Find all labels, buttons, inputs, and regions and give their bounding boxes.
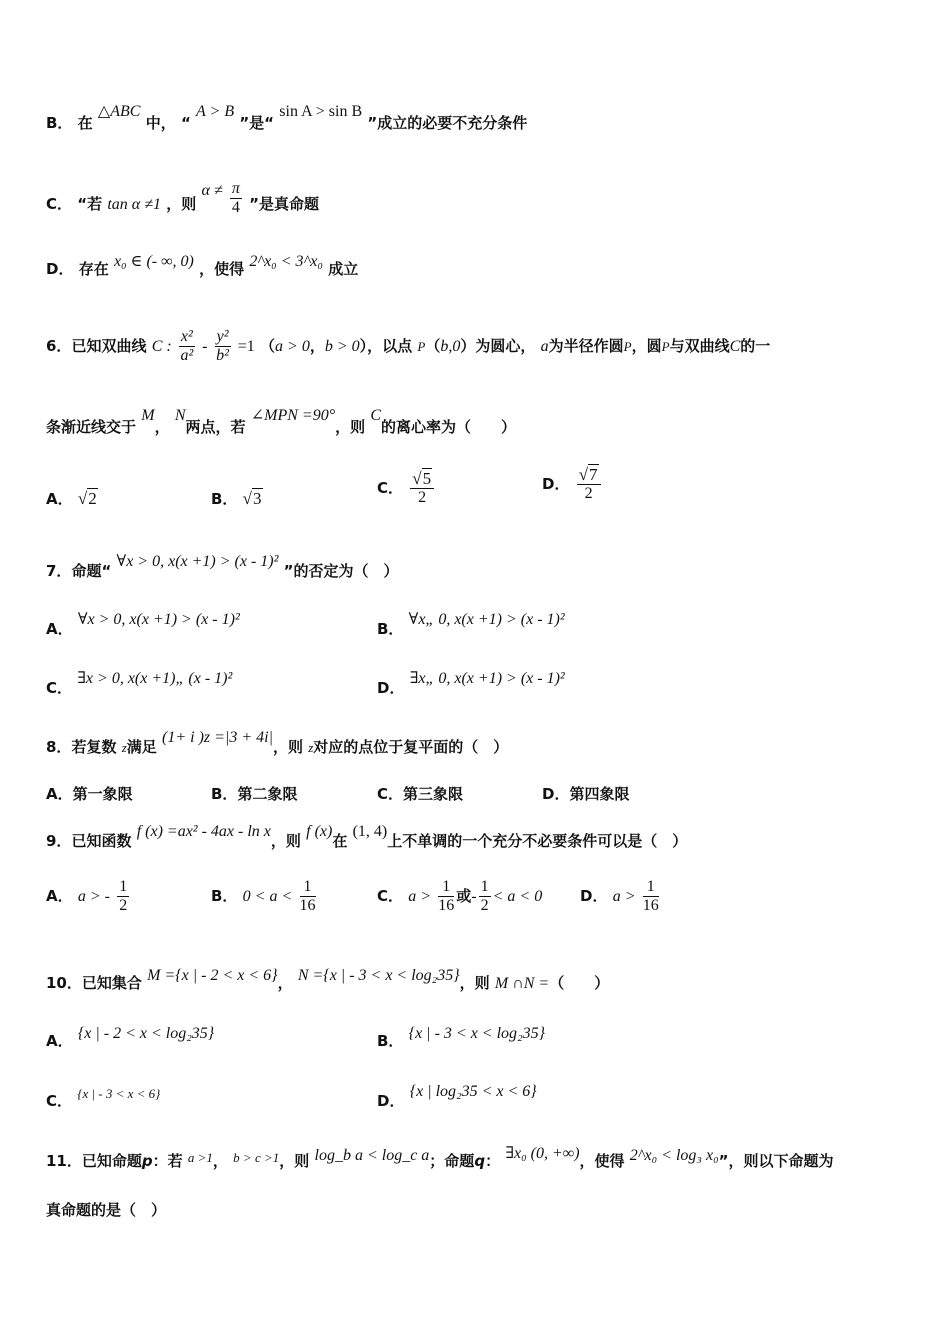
text: ”是真命题 (249, 195, 319, 213)
text: 与双曲线 (669, 337, 730, 355)
math-expr: z (121, 740, 127, 755)
text: ，则 (335, 418, 366, 436)
numerator: x² (180, 328, 193, 345)
text: ，则 (279, 1152, 310, 1170)
math-expr: b > c >1 (233, 1150, 280, 1165)
text: 若复数 (71, 738, 117, 756)
option-text: 第四象限 (569, 785, 630, 803)
radicand: 7 (589, 465, 598, 484)
text: ： (485, 1152, 501, 1170)
denominator: 2 (584, 485, 593, 502)
text: ，则 (459, 974, 490, 992)
option-label: C． (377, 479, 404, 497)
option-b-row (46, 103, 910, 133)
text: 真命题的是（ ） (46, 1201, 167, 1219)
text: ”是“ (239, 114, 275, 132)
option-label: D． (580, 887, 608, 905)
text: ；命题 (429, 1152, 475, 1170)
q10-option-d[interactable] (377, 1080, 537, 1110)
text: 的离心率为（ ） (381, 418, 517, 436)
option-text: 第二象限 (237, 785, 298, 803)
q6-option-c[interactable] (377, 470, 436, 507)
question-10 (46, 967, 910, 993)
q7-option-c[interactable] (46, 667, 233, 697)
option-label: D． (377, 1092, 405, 1110)
text: “ (180, 114, 191, 132)
math-expr: f (x) (306, 823, 333, 840)
option-text: 第三象限 (403, 785, 464, 803)
text: 或 (456, 887, 472, 905)
text: ”的否定为（ ） (283, 562, 399, 580)
text: ：若 (152, 1152, 183, 1170)
numerator: √5 (410, 470, 434, 489)
text: ， (154, 418, 170, 436)
text: 中， (145, 114, 176, 132)
denominator: 16 (642, 897, 659, 914)
math-expr: C (729, 338, 741, 355)
text: 已知函数 (71, 832, 132, 850)
numerator: √7 (577, 466, 601, 485)
option-label: C． (46, 195, 73, 213)
text: 两点，若 (185, 418, 246, 436)
option-label: B． (211, 785, 238, 803)
math-expr: {x | - 3 < x < 6} (77, 1086, 161, 1101)
text: 成立 (328, 260, 359, 278)
question-number: 7． (46, 562, 72, 580)
q10-option-c[interactable] (46, 1082, 161, 1110)
proposition-label: q (474, 1152, 486, 1170)
question-9 (46, 823, 910, 851)
math-expr: α ≠ (201, 182, 223, 199)
option-label: B． (211, 887, 238, 905)
math-expr: M (141, 407, 155, 424)
option-d-row (46, 253, 910, 279)
math-expr: x₀ ∈ (- ∞, 0) (113, 253, 194, 270)
numerator: 1 (119, 878, 128, 895)
math-expr: ∀x„ 0, x(x +1) > (x - 1)² (408, 611, 565, 628)
math-expr: sin A > sin B (279, 103, 363, 120)
math-expr: N (174, 407, 186, 424)
denominator: 2 (418, 489, 427, 506)
math-expr: ∠MPN =90° (250, 407, 336, 424)
option-label: C． (46, 679, 73, 697)
text: 存在 (78, 260, 109, 278)
radicand: 3 (253, 489, 262, 508)
option-label: C． (46, 1092, 73, 1110)
radicand: 2 (88, 489, 97, 508)
fraction (300, 878, 316, 915)
q7-option-b[interactable] (377, 608, 565, 638)
math-expr: f (x) =ax² - 4ax - ln x (136, 823, 271, 840)
math-expr: A > B (196, 103, 235, 120)
option-label: B． (377, 620, 404, 638)
math-expr: tan α ≠1 (107, 196, 161, 213)
text: 对应的点位于复平面的（ ） (313, 738, 509, 756)
q7-option-d[interactable] (377, 667, 565, 697)
option-label: A． (46, 490, 73, 508)
denominator: 2 (480, 897, 489, 914)
fraction (577, 466, 601, 503)
option-label: D． (46, 260, 74, 278)
text: 命题“ (71, 562, 112, 580)
option-label: A． (46, 1032, 73, 1050)
option-text: 第一象限 (72, 785, 133, 803)
denominator: 4 (231, 199, 240, 216)
question-number: 8． (46, 738, 72, 756)
math-expr: P (661, 339, 670, 354)
question-number: 6． (46, 337, 72, 355)
math-expr: N ={x | - 3 < x < log₂35} (297, 967, 460, 984)
radicand: 5 (422, 469, 432, 488)
math-expr: P (417, 339, 426, 354)
option-label: B． (377, 1032, 404, 1050)
text: ， (212, 1152, 228, 1170)
text: （ (260, 337, 276, 355)
q6-option-a[interactable] (46, 488, 98, 509)
math-expr: < a < 0 (492, 888, 543, 905)
text: 已知集合 (81, 974, 142, 992)
text: 在 (332, 832, 348, 850)
math-expr: - (471, 888, 477, 905)
text: 条渐近线交于 (46, 418, 137, 436)
question-8 (46, 729, 910, 757)
text: ，则 (272, 738, 303, 756)
q9-option-b[interactable] (211, 878, 318, 915)
fraction (410, 470, 434, 507)
math-expr: C (370, 407, 382, 424)
q10-option-a[interactable] (46, 1022, 215, 1050)
math-expr: a > - (77, 888, 110, 905)
math-expr: C : (151, 338, 172, 355)
fraction (215, 328, 231, 365)
math-expr: {x | log₂35 < x < 6} (409, 1083, 537, 1100)
math-expr: 2^x₀ < 3^x₀ (249, 253, 323, 270)
text: 已知命题 (81, 1152, 142, 1170)
math-expr: z (308, 740, 314, 755)
q6-option-b[interactable] (211, 488, 263, 509)
text: ， (309, 337, 325, 355)
denominator: 16 (438, 897, 455, 914)
question-number: 11． (46, 1152, 82, 1170)
text: （ ） (549, 974, 610, 992)
option-label: B． (211, 490, 238, 508)
fraction (479, 878, 491, 915)
question-11-continued (46, 1199, 910, 1220)
q8-option-a[interactable] (46, 783, 133, 804)
fraction (438, 878, 454, 915)
text: 为半径作圆 (548, 337, 624, 355)
q7-option-a[interactable] (46, 608, 240, 638)
denominator: b² (216, 347, 229, 364)
text: ）为圆心， (460, 337, 536, 355)
denominator: a² (180, 347, 194, 364)
math-expr: a >1 (187, 1150, 213, 1165)
math-expr: - (202, 338, 208, 355)
option-label: C． (377, 785, 404, 803)
q9-option-a[interactable] (46, 878, 131, 915)
math-expr: {x | - 3 < x < log₂35} (408, 1025, 545, 1042)
numerator: 1 (643, 878, 659, 897)
option-label: A． (46, 620, 73, 638)
option-c-row (46, 180, 910, 223)
q8-option-d[interactable] (542, 783, 629, 804)
math-expr: a > (408, 888, 432, 905)
numerator: y² (216, 328, 229, 345)
question-number: 10． (46, 974, 82, 992)
option-label: D． (542, 475, 570, 493)
math-expr: ∃x„ 0, x(x +1) > (x - 1)² (409, 670, 565, 687)
math-expr: (1, 4) (352, 823, 388, 840)
math-expr: P (623, 339, 632, 354)
math-expr: b > 0 (324, 338, 360, 355)
math-expr: (1+ i )z =|3 + 4i| (162, 729, 273, 746)
math-expr: b,0 (440, 338, 461, 355)
math-expr: a > (612, 888, 636, 905)
option-label: A． (46, 785, 73, 803)
text: ，使得 (579, 1152, 625, 1170)
fraction (179, 328, 195, 365)
math-expr: {x | - 2 < x < log₂35} (77, 1025, 215, 1042)
math-expr: ∃x₀ (0, +∞) (505, 1145, 580, 1162)
text: （ (425, 337, 441, 355)
math-expr: =1 (237, 338, 255, 355)
option-label: C． (377, 887, 404, 905)
text: 在 (77, 114, 93, 132)
math-expr: a (540, 338, 549, 355)
math-expr: M ∩N = (494, 975, 550, 992)
text: ，则 (270, 832, 301, 850)
option-label: D． (542, 785, 570, 803)
question-number: 9． (46, 832, 72, 850)
numerator: π (231, 180, 240, 197)
math-expr: ∃x > 0, x(x +1)„ (x - 1)² (77, 670, 233, 687)
text: ，圆 (631, 337, 662, 355)
text: ”，则以下命题为 (718, 1152, 834, 1170)
numerator: 1 (480, 878, 489, 895)
math-expr: ∀x > 0, x(x +1) > (x - 1)² (116, 553, 279, 570)
option-label: B． (46, 114, 73, 132)
denominator: 2 (119, 897, 128, 914)
numerator: 1 (300, 878, 316, 897)
text: ），以点 (359, 337, 413, 355)
text: ， (277, 974, 293, 992)
q9-option-c[interactable] (377, 878, 542, 915)
q6-option-d[interactable] (542, 466, 603, 503)
text: 上不单调的一个充分不必要条件可以是（ ） (387, 832, 688, 850)
question-6 (46, 328, 910, 365)
math-expr: a > 0 (275, 338, 310, 355)
proposition-label: p (141, 1152, 153, 1170)
math-expr: M ={x | - 2 < x < 6} (147, 967, 278, 984)
text: 的一 (740, 337, 771, 355)
text: ，使得 (199, 260, 245, 278)
text: “若 (77, 195, 103, 213)
text: 满足 (126, 738, 157, 756)
question-6-continued (46, 407, 910, 437)
math-expr: log_b a < log_c a (314, 1147, 430, 1164)
option-label: A． (46, 887, 73, 905)
question-7 (46, 553, 910, 581)
text: ”成立的必要不充分条件 (367, 114, 528, 132)
q10-option-b[interactable] (377, 1022, 545, 1050)
numerator: 1 (438, 878, 454, 897)
fraction (643, 878, 659, 915)
sqrt: √2 (77, 489, 97, 508)
q8-option-c[interactable] (377, 783, 463, 804)
math-expr: 2^x₀ < log₃ x₀ (629, 1147, 719, 1164)
fraction (117, 878, 129, 915)
math-expr: ∀x > 0, x(x +1) > (x - 1)² (77, 611, 240, 628)
question-11 (46, 1145, 910, 1171)
q8-option-b[interactable] (211, 783, 297, 804)
q9-option-d[interactable] (580, 878, 661, 915)
math-expr: 0 < a < (242, 888, 293, 905)
option-label: D． (377, 679, 405, 697)
text: ，则 (166, 195, 197, 213)
fraction (230, 180, 242, 217)
text: 已知双曲线 (71, 337, 147, 355)
math-expr: △ABC (97, 103, 141, 120)
denominator: 16 (299, 897, 316, 914)
sqrt: √3 (242, 489, 262, 508)
